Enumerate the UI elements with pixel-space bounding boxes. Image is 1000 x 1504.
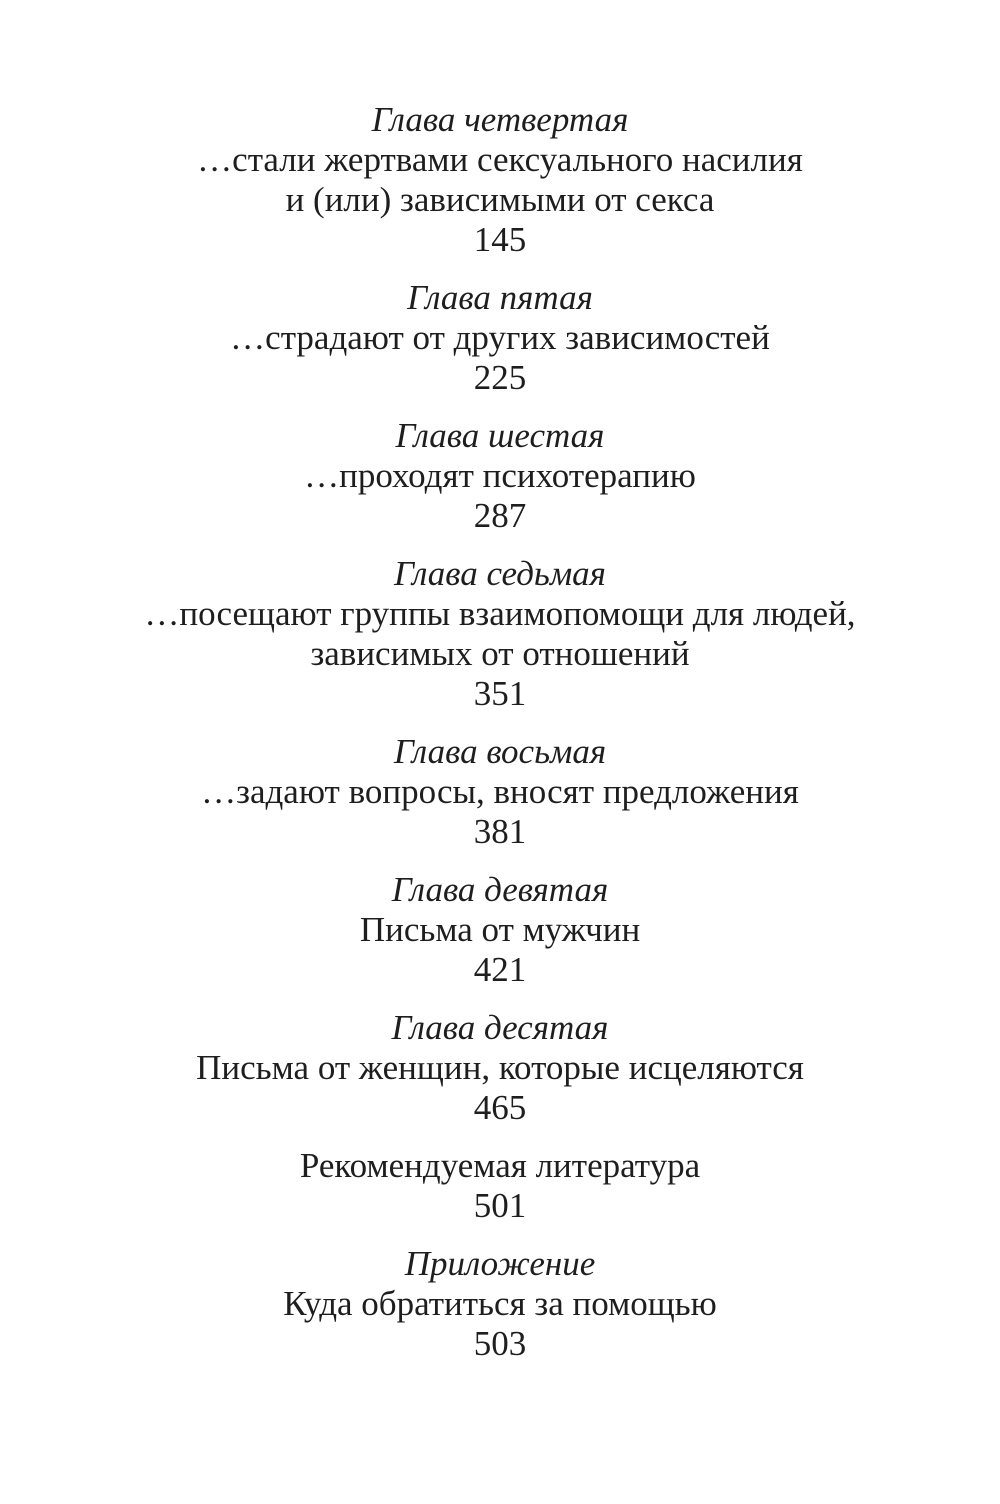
chapter-heading: Глава четвертая [371,100,629,139]
page-number: 421 [473,950,527,989]
toc-entry-recommended-reading [0,1146,1000,1226]
chapter-heading: Глава седьмая [394,554,606,593]
toc-entry-chapter-seven [0,554,1000,714]
chapter-heading: Глава пятая [407,278,593,317]
chapter-subtitle-line: …страдают от других зависимостей [230,318,770,357]
section-title-line: Рекомендуемая литература [299,1146,701,1185]
toc-entry-chapter-ten [0,1008,1000,1128]
chapter-heading: Глава десятая [391,1008,609,1047]
chapter-heading: Глава восьмая [393,732,607,771]
chapter-heading: Глава девятая [391,870,609,909]
chapter-subtitle-line: …посещают группы взаимопомощи для людей, [144,594,856,633]
toc-entry-chapter-six [0,416,1000,536]
page-number: 503 [473,1324,527,1363]
chapter-subtitle-line: и (или) зависимыми от секса [285,180,715,219]
chapter-subtitle-line: Письма от мужчин [359,910,641,949]
toc-entry-appendix [0,1244,1000,1364]
toc-entry-chapter-eight [0,732,1000,852]
chapter-heading: Приложение [404,1244,596,1283]
chapter-subtitle-line: зависимых от отношений [310,634,690,673]
page-number: 145 [473,220,527,259]
chapter-subtitle-line: …проходят психотерапию [304,456,696,495]
chapter-subtitle-line: Письма от женщин, которые исцеляются [196,1048,804,1087]
page-number: 225 [473,358,527,397]
chapter-heading: Глава шестая [395,416,605,455]
toc-entry-chapter-nine [0,870,1000,990]
chapter-subtitle-line: …стали жертвами сексуального насилия [197,140,803,179]
page-number: 501 [473,1186,527,1225]
page-number: 381 [473,812,527,851]
toc-entry-chapter-four [0,100,1000,260]
chapter-subtitle-line: …задают вопросы, вносят предложения [201,772,799,811]
toc-entry-chapter-five [0,278,1000,398]
page-number: 287 [473,496,527,535]
table-of-contents [0,100,1000,1364]
chapter-subtitle-line: Куда обратиться за помощью [283,1284,717,1323]
page-number: 351 [473,674,527,713]
page-number: 465 [473,1088,527,1127]
